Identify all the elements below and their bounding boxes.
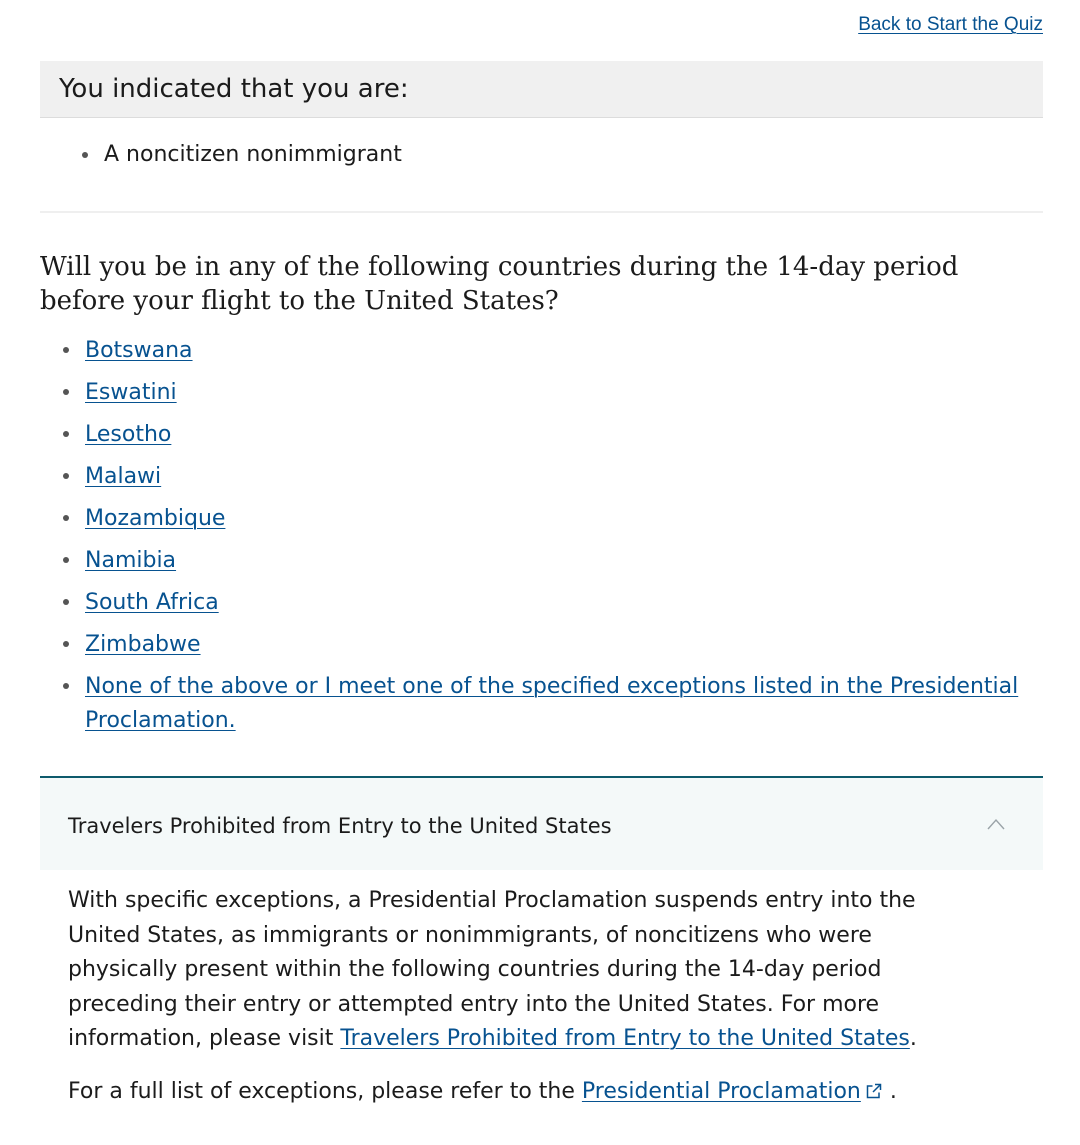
- answer-option: [85, 460, 1045, 494]
- indicated-summary-header: [40, 61, 1043, 118]
- indicated-summary-item: A noncitizen nonimmigrant: [104, 136, 402, 174]
- travelers-prohibited-link[interactable]: Travelers Prohibited from Entry to the United States: [340, 1026, 910, 1051]
- accordion-title: Travelers Prohibited from Entry to the United States: [68, 814, 612, 838]
- answer-option: [85, 376, 1045, 410]
- accordion-paragraph-1: [68, 884, 983, 1057]
- chevron-up-icon[interactable]: [987, 818, 1005, 830]
- paragraph-1-end: .: [909, 1026, 917, 1051]
- answer-link-namibia[interactable]: Namibia: [85, 548, 177, 573]
- answer-link-mozambique[interactable]: Mozambique: [85, 506, 226, 531]
- answer-link-south-africa[interactable]: South Africa: [85, 590, 219, 615]
- answer-link-botswana[interactable]: Botswana: [85, 338, 193, 363]
- indicated-summary-title: You indicated that you are:: [59, 74, 409, 104]
- travel-prohibition-accordion: [40, 776, 1043, 1127]
- external-link-icon[interactable]: [865, 1082, 883, 1100]
- indicated-summary-list: [40, 136, 402, 174]
- answer-option: [85, 418, 1045, 452]
- answer-option: [85, 544, 1045, 578]
- answer-link-malawi[interactable]: Malawi: [85, 464, 162, 489]
- presidential-proclamation-link[interactable]: Presidential Proclamation: [581, 1078, 861, 1104]
- paragraph-2-text: For a full list of exceptions, please refer to the: [68, 1078, 582, 1104]
- section-divider: [40, 211, 1043, 213]
- answer-options-list: [40, 334, 1045, 746]
- answer-option: [85, 334, 1045, 368]
- answer-link-zimbabwe[interactable]: Zimbabwe: [85, 632, 201, 657]
- answer-option: [85, 502, 1045, 536]
- question-heading: Will you be in any of the following countries during the 14-day period before your flight to the United States?: [40, 252, 959, 316]
- answer-link-eswatini[interactable]: Eswatini: [85, 380, 177, 405]
- answer-option: [85, 586, 1045, 620]
- accordion-body: [40, 870, 1043, 1109]
- answer-link-lesotho[interactable]: Lesotho: [85, 422, 172, 447]
- accordion-header-button[interactable]: [40, 776, 1043, 870]
- answer-option: [85, 670, 1045, 738]
- paragraph-1-text: With specific exceptions, a Presidential Proclamation suspends entry into the United States, as immigrants or nonimmigrants, of noncitizens who were physically present within the following countries during the 14-day period preceding their entry or attempted entry into the United States. For more information, please visit: [68, 888, 916, 1051]
- answer-link-none-of-the-above[interactable]: None of the above or I meet one of the specified exceptions listed in the Presidential Proclamation.: [85, 674, 1019, 733]
- back-to-start-quiz-link[interactable]: Back to Start the Quiz: [858, 14, 1043, 35]
- paragraph-2-end: [883, 1079, 890, 1104]
- paragraph-2-period: .: [889, 1078, 897, 1104]
- accordion-paragraph-2: [68, 1075, 983, 1110]
- answer-option: [85, 628, 1045, 662]
